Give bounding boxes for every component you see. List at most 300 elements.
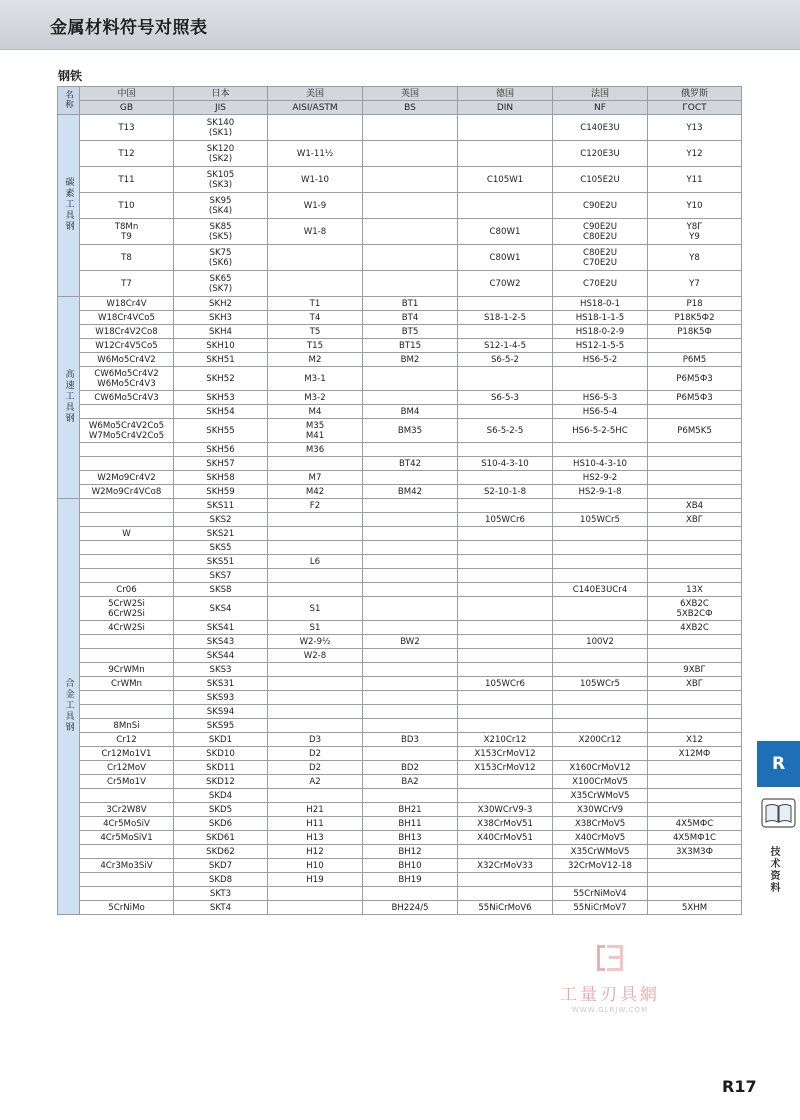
ru-grade: P6M5Ф3 [648, 391, 742, 405]
ru-grade: XBГ [648, 677, 742, 691]
watermark-logo-icon [595, 942, 625, 974]
de-grade: X32CrMoV33 [458, 859, 553, 873]
jp-grade: SKH4 [174, 325, 268, 339]
table-row [58, 219, 742, 245]
fr-grade: C105E2U [553, 167, 648, 193]
ru-grade [648, 775, 742, 789]
fr-grade: 55NiCrMoV7 [553, 901, 648, 915]
ru-grade [648, 691, 742, 705]
ru-grade: Y7 [648, 271, 742, 297]
uk-grade: BD3 [363, 733, 458, 747]
cn-grade: CW6Mo5Cr4V2 W6Mo5Cr4V3 [80, 367, 174, 391]
de-grade [458, 527, 553, 541]
jp-grade: SK105 (SK3) [174, 167, 268, 193]
uk-grade: BT4 [363, 311, 458, 325]
cn-grade: Cr5Mo1V [80, 775, 174, 789]
us-grade [268, 527, 363, 541]
jp-grade: SKT3 [174, 887, 268, 901]
table-row [58, 901, 742, 915]
jp-grade: SKD6 [174, 817, 268, 831]
cn-grade [80, 569, 174, 583]
us-grade [268, 541, 363, 555]
fr-grade [553, 555, 648, 569]
fr-grade [553, 691, 648, 705]
table-row [58, 297, 742, 311]
de-grade [458, 141, 553, 167]
standard-header: GB [80, 101, 174, 115]
uk-grade [363, 499, 458, 513]
jp-grade: SKH51 [174, 353, 268, 367]
ru-grade: 13X [648, 583, 742, 597]
table-row [58, 193, 742, 219]
section-tab-r[interactable]: R [757, 741, 800, 787]
uk-grade: BD2 [363, 761, 458, 775]
de-grade [458, 845, 553, 859]
table-row [58, 513, 742, 527]
table-row [58, 583, 742, 597]
jp-grade: SKS41 [174, 621, 268, 635]
table-row [58, 115, 742, 141]
cn-grade [80, 789, 174, 803]
jp-grade: SK65 (SK7) [174, 271, 268, 297]
de-grade [458, 719, 553, 733]
us-grade: M3-2 [268, 391, 363, 405]
us-grade: W1-8 [268, 219, 363, 245]
table-row [58, 569, 742, 583]
cn-grade [80, 649, 174, 663]
country-header: 法国 [553, 87, 648, 101]
jp-grade: SK85 (SK5) [174, 219, 268, 245]
jp-grade: SKS7 [174, 569, 268, 583]
jp-grade: SKH2 [174, 297, 268, 311]
uk-grade [363, 649, 458, 663]
ru-grade: XBГ [648, 513, 742, 527]
fr-grade: HS6-5-2 [553, 353, 648, 367]
fr-grade [553, 367, 648, 391]
us-grade: H19 [268, 873, 363, 887]
table-row [58, 443, 742, 457]
ru-grade [648, 443, 742, 457]
table-row [58, 817, 742, 831]
ru-grade: P18 [648, 297, 742, 311]
standard-header: BS [363, 101, 458, 115]
ru-grade: 4X5MФC [648, 817, 742, 831]
cn-grade [80, 845, 174, 859]
cn-grade [80, 457, 174, 471]
ru-grade: P6M5 [648, 353, 742, 367]
table-row [58, 845, 742, 859]
us-grade [268, 245, 363, 271]
cn-grade: W6Mo5Cr4V2Co5 W7Mo5Cr4V2Co5 [80, 419, 174, 443]
ru-grade [648, 789, 742, 803]
uk-grade [363, 271, 458, 297]
us-grade: D2 [268, 761, 363, 775]
ru-grade [648, 541, 742, 555]
ru-grade [648, 887, 742, 901]
uk-grade: BH10 [363, 859, 458, 873]
jp-grade: SKS94 [174, 705, 268, 719]
fr-grade: X40CrMoV5 [553, 831, 648, 845]
ru-grade [648, 761, 742, 775]
ru-grade: P6M5Ф3 [648, 367, 742, 391]
side-label: 技术资料 [768, 846, 779, 894]
jp-grade: SKH52 [174, 367, 268, 391]
fr-grade: HS2-9-1-8 [553, 485, 648, 499]
de-grade [458, 635, 553, 649]
country-header: 美国 [268, 87, 363, 101]
jp-grade: SKS51 [174, 555, 268, 569]
jp-grade: SKH56 [174, 443, 268, 457]
uk-grade [363, 747, 458, 761]
uk-grade [363, 527, 458, 541]
cn-grade [80, 499, 174, 513]
country-header: 中国 [80, 87, 174, 101]
uk-grade [363, 621, 458, 635]
uk-grade [363, 541, 458, 555]
us-grade: T5 [268, 325, 363, 339]
cn-grade: 4Cr3Mo3SiV [80, 859, 174, 873]
uk-grade: BT15 [363, 339, 458, 353]
us-grade: T1 [268, 297, 363, 311]
table-row [58, 271, 742, 297]
ru-grade [648, 555, 742, 569]
jp-grade: SKS31 [174, 677, 268, 691]
cn-grade: 4CrW2Si [80, 621, 174, 635]
country-header: 日本 [174, 87, 268, 101]
de-grade [458, 471, 553, 485]
uk-grade: BM42 [363, 485, 458, 499]
cn-grade [80, 873, 174, 887]
ru-grade [648, 339, 742, 353]
table-row [58, 873, 742, 887]
fr-grade: X38CrMoV5 [553, 817, 648, 831]
us-grade [268, 663, 363, 677]
us-grade [268, 719, 363, 733]
cn-grade: W18Cr4VCo5 [80, 311, 174, 325]
ru-grade: 4X5MФ1C [648, 831, 742, 845]
us-grade: M35 M41 [268, 419, 363, 443]
us-grade: H13 [268, 831, 363, 845]
ru-grade: XB4 [648, 499, 742, 513]
de-grade [458, 555, 553, 569]
fr-grade: X35CrWMoV5 [553, 845, 648, 859]
us-grade [268, 677, 363, 691]
standard-header-row [58, 101, 742, 115]
cn-grade: W2Mo9Cr4VCo8 [80, 485, 174, 499]
cn-grade [80, 705, 174, 719]
uk-grade [363, 569, 458, 583]
cn-grade: CW6Mo5Cr4V3 [80, 391, 174, 405]
cn-grade: 3Cr2W8V [80, 803, 174, 817]
fr-grade [553, 541, 648, 555]
uk-grade: BT5 [363, 325, 458, 339]
cn-grade [80, 443, 174, 457]
jp-grade: SKS93 [174, 691, 268, 705]
de-grade: S10-4-3-10 [458, 457, 553, 471]
jp-grade: SKT4 [174, 901, 268, 915]
fr-grade: HS18-0-2-9 [553, 325, 648, 339]
uk-grade [363, 691, 458, 705]
uk-grade [363, 245, 458, 271]
ru-grade: 5XHM [648, 901, 742, 915]
table-row [58, 719, 742, 733]
cn-grade: T11 [80, 167, 174, 193]
cn-grade: 5CrNiMo [80, 901, 174, 915]
uk-grade [363, 719, 458, 733]
cn-grade: 5CrW2Si 6CrW2Si [80, 597, 174, 621]
de-grade [458, 621, 553, 635]
de-grade: X153CrMoV12 [458, 761, 553, 775]
category-label: 高速工具钢 [63, 368, 74, 424]
jp-grade: SKS95 [174, 719, 268, 733]
category-label: 合金工具钢 [63, 677, 74, 733]
fr-grade [553, 621, 648, 635]
table-row [58, 887, 742, 901]
category-label: 碳素工具钢 [63, 176, 74, 232]
us-grade: S1 [268, 597, 363, 621]
us-grade: M2 [268, 353, 363, 367]
de-grade [458, 115, 553, 141]
us-grade: M4 [268, 405, 363, 419]
standard-header: DIN [458, 101, 553, 115]
fr-grade [553, 747, 648, 761]
jp-grade: SKD7 [174, 859, 268, 873]
jp-grade: SKD11 [174, 761, 268, 775]
jp-grade: SKH53 [174, 391, 268, 405]
watermark-url: WWW.GLRJW.COM [571, 1006, 649, 1014]
jp-grade: SKH3 [174, 311, 268, 325]
table-row [58, 339, 742, 353]
uk-grade [363, 141, 458, 167]
fr-grade: HS6-5-2-5HC [553, 419, 648, 443]
us-grade: W1-11½ [268, 141, 363, 167]
cn-grade: W [80, 527, 174, 541]
cn-grade [80, 513, 174, 527]
us-grade: F2 [268, 499, 363, 513]
standard-header: AISI/ASTM [268, 101, 363, 115]
cn-grade: T10 [80, 193, 174, 219]
ru-grade [648, 873, 742, 887]
us-grade: T4 [268, 311, 363, 325]
fr-grade: C90E2U C80E2U [553, 219, 648, 245]
uk-grade [363, 193, 458, 219]
ru-grade: 3X3M3Ф [648, 845, 742, 859]
fr-grade: C120E3U [553, 141, 648, 167]
de-grade: C80W1 [458, 219, 553, 245]
uk-grade [363, 367, 458, 391]
watermark [535, 942, 685, 1014]
de-grade: S6-5-2 [458, 353, 553, 367]
uk-grade: BT1 [363, 297, 458, 311]
uk-grade: BT42 [363, 457, 458, 471]
fr-grade [553, 649, 648, 663]
jp-grade: SKH55 [174, 419, 268, 443]
fr-grade [553, 719, 648, 733]
uk-grade: BH12 [363, 845, 458, 859]
us-grade: H10 [268, 859, 363, 873]
fr-grade [553, 443, 648, 457]
table-row [58, 419, 742, 443]
table-row [58, 635, 742, 649]
ru-grade [648, 471, 742, 485]
ru-grade: 6XB2C 5XB2CФ [648, 597, 742, 621]
table-row [58, 311, 742, 325]
de-grade [458, 775, 553, 789]
jp-grade: SKD10 [174, 747, 268, 761]
jp-grade: SKH10 [174, 339, 268, 353]
jp-grade: SKD62 [174, 845, 268, 859]
cn-grade: W12Cr4V5Co5 [80, 339, 174, 353]
cn-grade: Cr12Mo1V1 [80, 747, 174, 761]
uk-grade [363, 583, 458, 597]
fr-grade [553, 705, 648, 719]
uk-grade: BM35 [363, 419, 458, 443]
jp-grade: SKS21 [174, 527, 268, 541]
cn-grade: Cr12 [80, 733, 174, 747]
de-grade [458, 499, 553, 513]
ru-grade: Y10 [648, 193, 742, 219]
table-row [58, 499, 742, 513]
table-row [58, 245, 742, 271]
cn-grade [80, 555, 174, 569]
de-grade: X210Cr12 [458, 733, 553, 747]
cn-grade: 4Cr5MoSiV [80, 817, 174, 831]
jp-grade: SKS2 [174, 513, 268, 527]
ru-grade [648, 803, 742, 817]
ru-grade: Y11 [648, 167, 742, 193]
name-header-cell [58, 87, 80, 115]
us-grade: W1-9 [268, 193, 363, 219]
de-grade [458, 367, 553, 391]
fr-grade [553, 499, 648, 513]
de-grade: 55NiCrMoV6 [458, 901, 553, 915]
uk-grade [363, 555, 458, 569]
uk-grade [363, 789, 458, 803]
jp-grade: SKD5 [174, 803, 268, 817]
table-body [58, 115, 742, 915]
cn-grade: T7 [80, 271, 174, 297]
us-grade: W2-8 [268, 649, 363, 663]
ru-grade [648, 705, 742, 719]
fr-grade: X30WCrV9 [553, 803, 648, 817]
ru-grade [648, 719, 742, 733]
fr-grade: X35CrWMoV5 [553, 789, 648, 803]
table-row [58, 803, 742, 817]
de-grade [458, 569, 553, 583]
us-grade: H12 [268, 845, 363, 859]
fr-grade: 55CrNiMoV4 [553, 887, 648, 901]
table-row [58, 391, 742, 405]
de-grade: X40CrMoV51 [458, 831, 553, 845]
ru-grade [648, 485, 742, 499]
ru-grade: 4XB2C [648, 621, 742, 635]
jp-grade: SKD12 [174, 775, 268, 789]
fr-grade: 105WCr5 [553, 677, 648, 691]
us-grade: M36 [268, 443, 363, 457]
jp-grade: SKS11 [174, 499, 268, 513]
ru-grade [648, 457, 742, 471]
fr-grade [553, 527, 648, 541]
us-grade: S1 [268, 621, 363, 635]
de-grade: C80W1 [458, 245, 553, 271]
jp-grade: SKH54 [174, 405, 268, 419]
fr-grade [553, 663, 648, 677]
uk-grade [363, 391, 458, 405]
uk-grade: BH19 [363, 873, 458, 887]
us-grade [268, 457, 363, 471]
fr-grade: HS12-1-5-5 [553, 339, 648, 353]
ru-grade: P18K5Ф2 [648, 311, 742, 325]
cn-grade: T13 [80, 115, 174, 141]
ru-grade [648, 405, 742, 419]
cn-grade: T8Mn T9 [80, 219, 174, 245]
us-grade [268, 789, 363, 803]
de-grade: S18-1-2-5 [458, 311, 553, 325]
uk-grade [363, 471, 458, 485]
de-grade: C105W1 [458, 167, 553, 193]
book-icon [761, 798, 796, 828]
watermark-text: 工量刃具網 [560, 985, 660, 1005]
table-row [58, 325, 742, 339]
section-title: 钢铁 [58, 69, 83, 83]
fr-grade: HS2-9-2 [553, 471, 648, 485]
fr-grade: C140E3UCr4 [553, 583, 648, 597]
name-header: 名称 [63, 89, 74, 109]
de-grade [458, 297, 553, 311]
table-row [58, 859, 742, 873]
us-grade: D2 [268, 747, 363, 761]
fr-grade: X100CrMoV5 [553, 775, 648, 789]
us-grade [268, 271, 363, 297]
ru-grade [648, 859, 742, 873]
jp-grade: SKS43 [174, 635, 268, 649]
fr-grade: HS10-4-3-10 [553, 457, 648, 471]
fr-grade: 100V2 [553, 635, 648, 649]
cn-grade: W18Cr4V2Co8 [80, 325, 174, 339]
de-grade [458, 193, 553, 219]
uk-grade: BM2 [363, 353, 458, 367]
jp-grade: SKD4 [174, 789, 268, 803]
ru-grade: X12MФ [648, 747, 742, 761]
de-grade [458, 663, 553, 677]
cn-grade [80, 691, 174, 705]
table-row [58, 405, 742, 419]
fr-grade: HS6-5-4 [553, 405, 648, 419]
uk-grade [363, 597, 458, 621]
de-grade: 105WCr6 [458, 677, 553, 691]
fr-grade: C80E2U C70E2U [553, 245, 648, 271]
us-grade: L6 [268, 555, 363, 569]
de-grade [458, 649, 553, 663]
cn-grade: 9CrWMn [80, 663, 174, 677]
ru-grade: P18K5Ф [648, 325, 742, 339]
uk-grade [363, 513, 458, 527]
jp-grade: SKS5 [174, 541, 268, 555]
us-grade [268, 583, 363, 597]
table-row [58, 141, 742, 167]
category-cell [58, 115, 80, 297]
uk-grade: BW2 [363, 635, 458, 649]
table-row [58, 677, 742, 691]
table-row [58, 775, 742, 789]
ru-grade: X12 [648, 733, 742, 747]
ru-grade: Y8 [648, 245, 742, 271]
de-grade [458, 691, 553, 705]
country-header: 德国 [458, 87, 553, 101]
us-grade: M3-1 [268, 367, 363, 391]
fr-grade: C140E3U [553, 115, 648, 141]
uk-grade: BH21 [363, 803, 458, 817]
